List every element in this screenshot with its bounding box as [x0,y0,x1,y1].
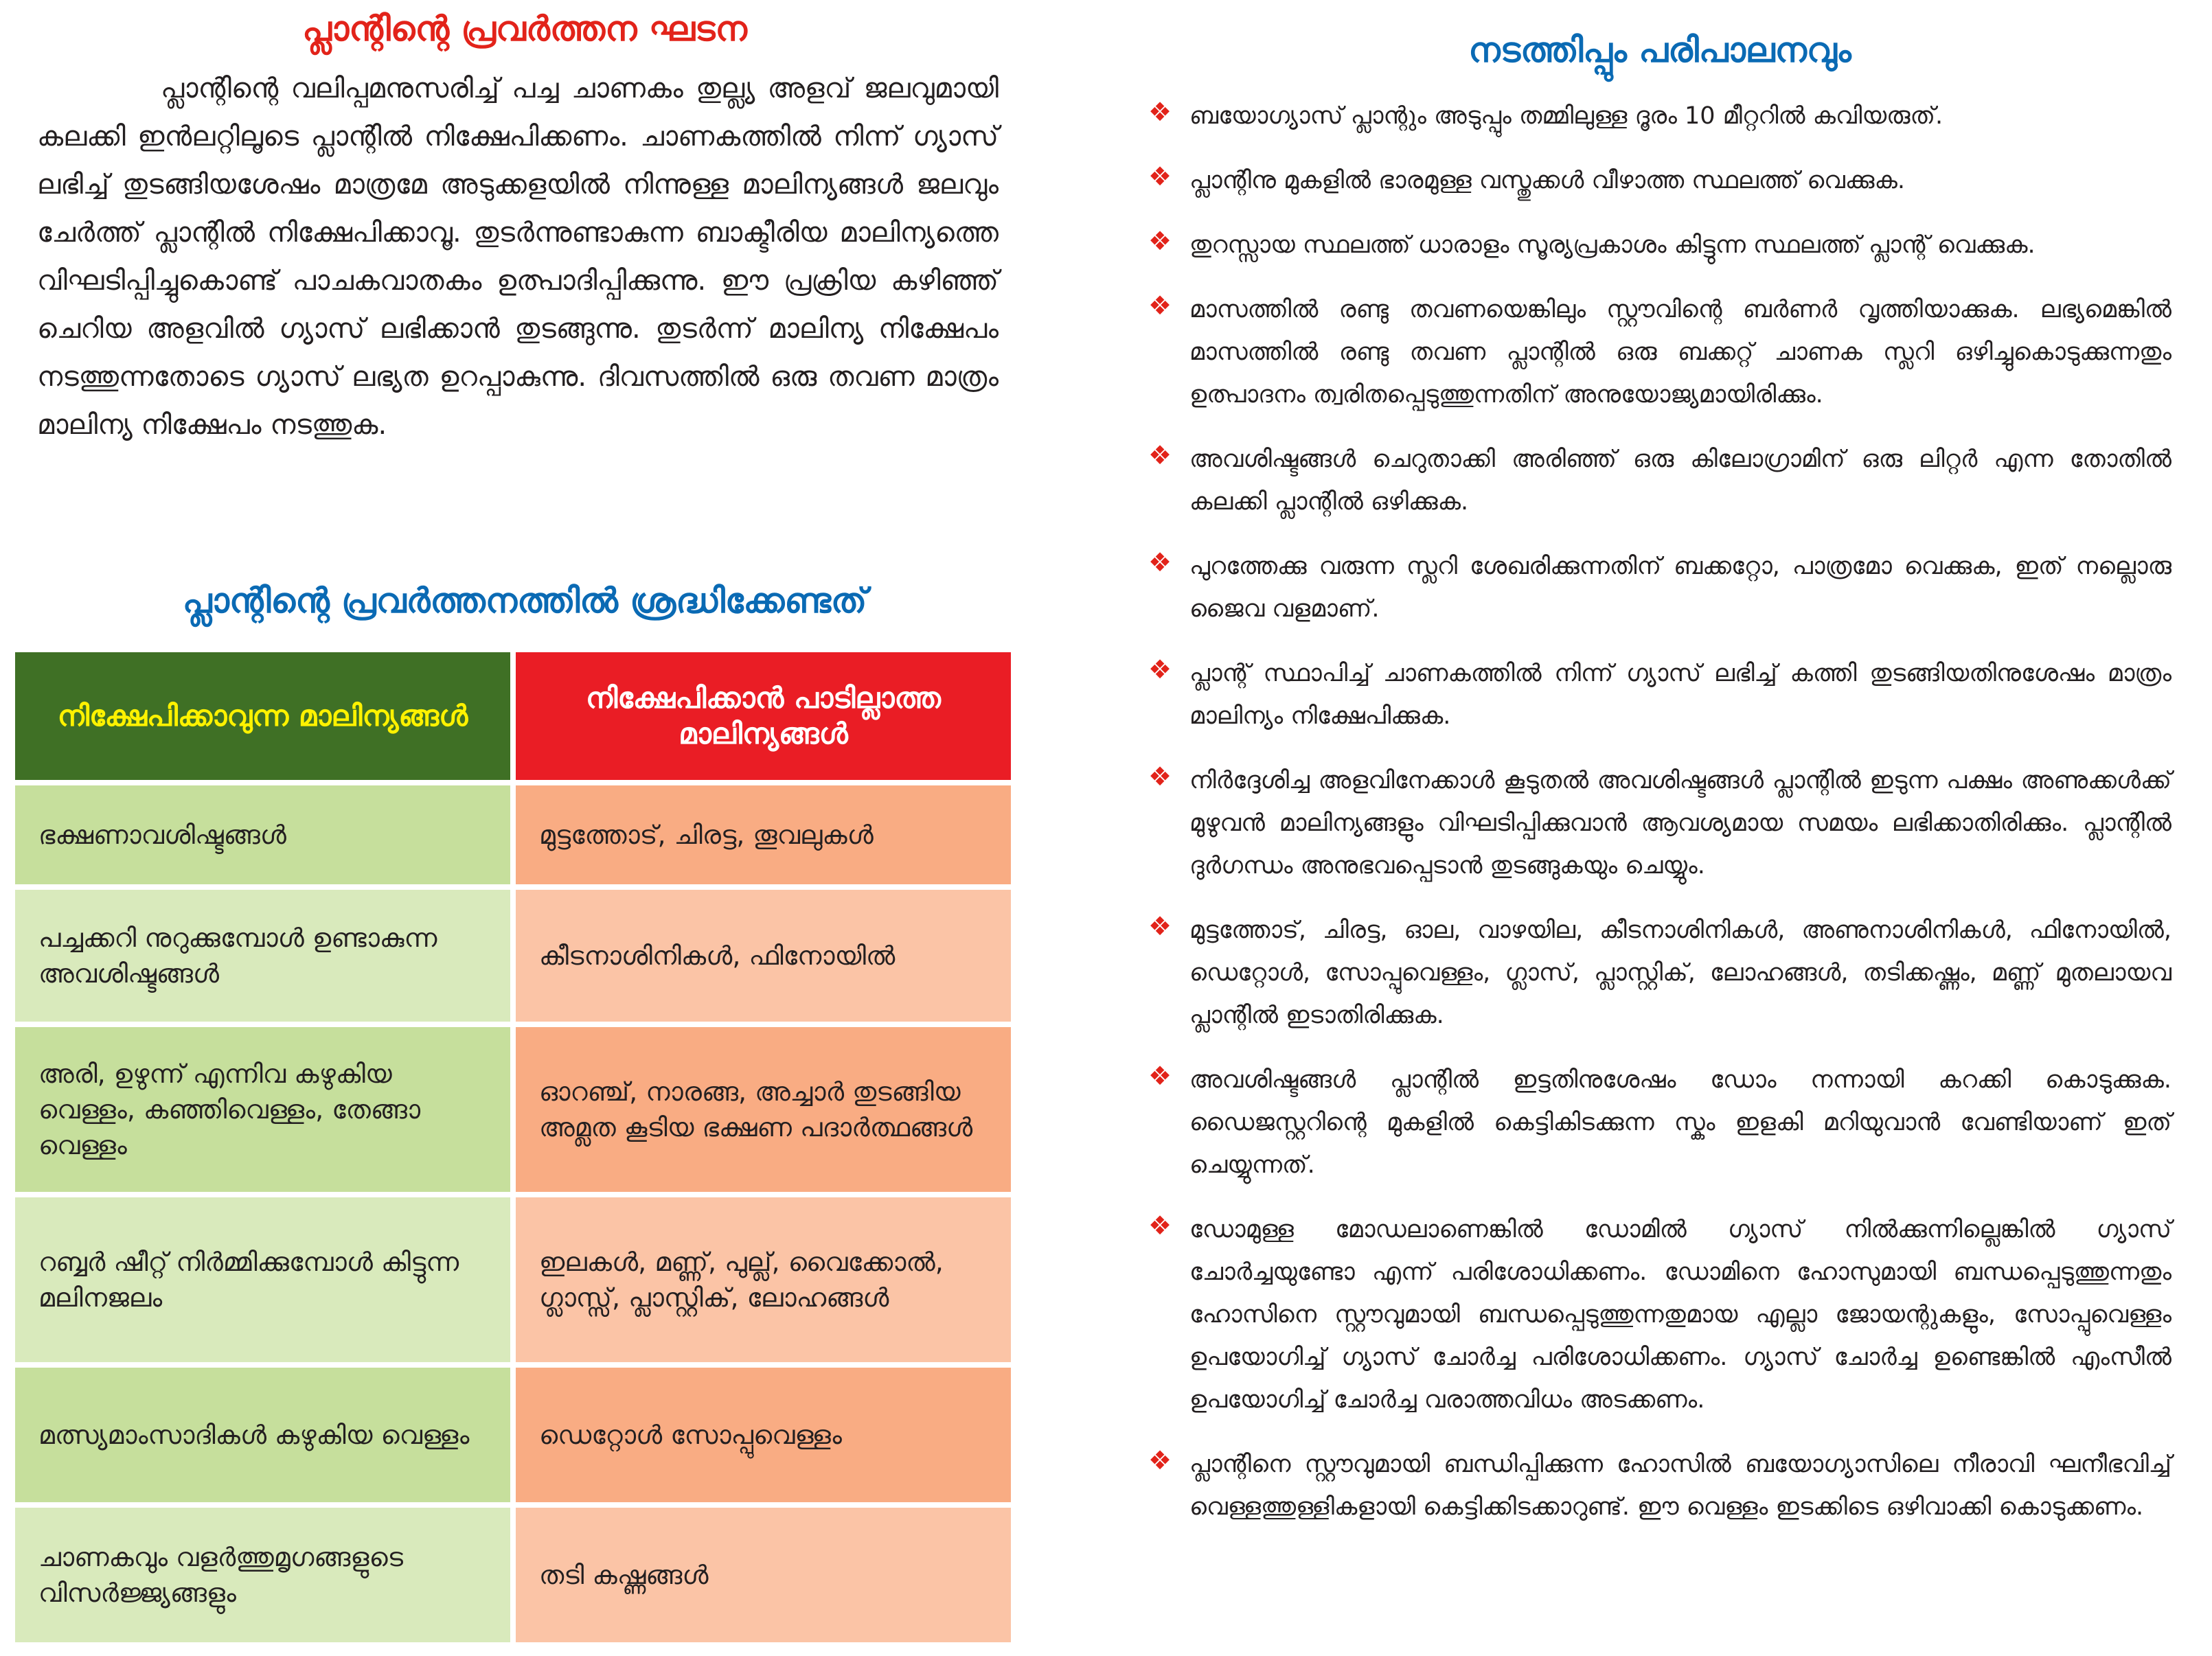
list-item [1148,545,2171,630]
list-item [1148,652,2171,737]
waste-table [15,652,1011,1648]
diamond-bullet-icon: ❖ [1148,547,1172,577]
list-item [1148,438,2171,523]
table-header-row [15,652,1011,780]
not-allowed-cell: ഇലകൾ, മണ്ണ്, പുല്ല്, വൈക്കോൽ, ഗ്ലാസ്സ്, പ്ലാസ്റ്റിക്, ലോഹങ്ങൾ [516,1197,1011,1362]
list-item [1148,159,2171,202]
diamond-bullet-icon: ❖ [1148,1061,1172,1091]
list-item [1148,759,2171,887]
list-item [1148,224,2171,266]
list-item-text: പ്ലാന്റ് സ്ഥാപിച്ച് ചാണകത്തിൽ നിന്ന് ഗ്യാസ് ലഭിച്ച് കത്തി തുടങ്ങിയതിനുശേഷം മാത്രം മാലിന്യം നിക്ഷേപിക്കുക. [1189,660,2171,730]
allowed-cell: ഭക്ഷണാവശിഷ്ടങ്ങൾ [15,785,510,884]
plant-structure-heading: പ്ലാന്റിന്റെ പ്രവർത്തന ഘടന [302,9,747,49]
plant-structure-paragraph: പ്ലാന്റിന്റെ വലിപ്പമനുസരിച്ച് പച്ച ചാണകം തുല്ല്യ അളവ് ജലവുമായി കലക്കി ഇൻലറ്റിലൂടെ പ്ലാന്റിൽ നിക്ഷേപിക്കണം. ചാണകത്തിൽ നിന്ന് ഗ്യാസ് ലഭിച്ച് തുടങ്ങിയശേഷം മാത്രമേ അടുക്കളയിൽ നിന്നുള്ള മാലിന്യങ്ങൾ ജലവും ചേർത്ത് പ്ലാന്റിൽ നിക്ഷേപിക്കാവൂ. തുടർന്നുണ്ടാകുന്ന ബാക്ടീരിയ മാലിന്യത്തെ വിഘടിപ്പിച്ചുകൊണ്ട് പാചകവാതകം ഉത്പാദിപ്പിക്കുന്നു. ഈ പ്രക്രിയ കഴിഞ്ഞ് ചെറിയ അളവിൽ ഗ്യാസ് ലഭിക്കാൻ തുടങ്ങുന്നു. തുടർന്ന് മാലിന്യ നിക്ഷേപം നടത്തുന്നതോടെ ഗ്യാസ് ലഭ്യത ഉറപ്പാകുന്നു. ദിവസത്തിൽ ഒരു തവണ മാത്രം മാലിന്യ നിക്ഷേപം നടത്തുക. [37,73,999,441]
list-item-text: നിർദ്ദേശിച്ച അളവിനേക്കാൾ കൂടുതൽ അവശിഷ്ടങ്ങൾ പ്ലാന്റിൽ ഇടുന്ന പക്ഷം അണുക്കൾക്ക് മുഴുവൻ മാലിന്യങ്ങളും വിഘടിപ്പിക്കുവാൻ ആവശ്യമായ സമയം ലഭിക്കാതിരിക്കും. പ്ലാന്റിൽ ദുർഗന്ധം അനുഭവപ്പെടാൻ തുടങ്ങുകയും ചെയ്യും. [1189,767,2171,879]
list-item [1148,1443,2171,1528]
maintenance-list [1148,95,2171,1550]
diamond-bullet-icon: ❖ [1148,161,1172,192]
diamond-bullet-icon: ❖ [1148,1210,1172,1241]
diamond-bullet-icon: ❖ [1148,440,1172,470]
table-row [15,1197,1011,1362]
list-item-text: അവശിഷ്ടങ്ങൾ പ്ലാന്റിൽ ഇട്ടതിനുശേഷം ഡോം നന്നായി കറക്കി കൊടുക്കുക. ഡൈജസ്റ്ററിന്റെ മുകളിൽ കെട്ടികിടക്കുന്ന സ്കം ഇളകി മറിയുവാൻ വേണ്ടിയാണ് ഇത് ചെയ്യുന്നത്. [1189,1066,2171,1179]
column-header-not-allowed: നിക്ഷേപിക്കാൻ പാടില്ലാത്ത മാലിന്യങ്ങൾ [516,652,1011,780]
list-item-text: മാസത്തിൽ രണ്ടു തവണയെങ്കിലും സ്റ്റൗവിന്റെ ബർണർ വൃത്തിയാക്കുക. ലഭ്യമെങ്കിൽ മാസത്തിൽ രണ്ടു തവണ പ്ലാന്റിൽ ഒരു ബക്കറ്റ് ചാണക സ്ലറി ഒഴിച്ചുകൊടുക്കുന്നതും ഉത്പാദനം ത്വരിതപ്പെടുത്തുന്നതിന് അനുയോജ്യമായിരിക്കും. [1189,296,2171,409]
list-item [1148,909,2171,1037]
list-item [1148,95,2171,137]
diamond-bullet-icon: ❖ [1148,226,1172,256]
list-item-text: പുറത്തേക്കു വരുന്ന സ്ലറി ശേഖരിക്കുന്നതിന് ബക്കറ്റോ, പാത്രമോ വെക്കുക, ഇത് നല്ലൊരു ജൈവ വളമാണ്. [1189,553,2171,623]
list-item-text: തുറസ്സായ സ്ഥലത്ത് ധാരാളം സൂര്യപ്രകാശം കിട്ടുന്ന സ്ഥലത്ത് പ്ലാന്റ് വെക്കുക. [1189,231,2036,259]
table-row [15,1027,1011,1192]
allowed-cell: അരി, ഉഴുന്ന് എന്നിവ കഴുകിയ വെള്ളം, കഞ്ഞിവെള്ളം, തേങ്ങാ വെള്ളം [15,1027,510,1192]
not-allowed-cell: ഡെറ്റോൾ സോപ്പുവെള്ളം [516,1368,1011,1502]
allowed-cell: ചാണകവും വളർത്തുമൃഗങ്ങളുടെ വിസർജ്ജ്യങ്ങളും [15,1508,510,1642]
not-allowed-cell: മുട്ടത്തോട്, ചിരട്ട, തൂവലുകൾ [516,785,1011,884]
maintenance-heading: നടത്തിപ്പും പരിപാലനവും [1468,30,1851,70]
not-allowed-cell: തടി കഷ്ണങ്ങൾ [516,1508,1011,1642]
diamond-bullet-icon: ❖ [1148,761,1172,792]
list-item [1148,1208,2171,1421]
diamond-bullet-icon: ❖ [1148,911,1172,941]
list-item [1148,288,2171,416]
allowed-cell: മത്സ്യമാംസാദികൾ കഴുകിയ വെള്ളം [15,1368,510,1502]
not-allowed-cell: ഓറഞ്ച്, നാരങ്ങ, അച്ചാർ തുടങ്ങിയ അമ്ലത കൂടിയ ഭക്ഷണ പദാർത്ഥങ്ങൾ [516,1027,1011,1192]
diamond-bullet-icon: ❖ [1148,1445,1172,1475]
list-item-text: മുട്ടത്തോട്, ചിരട്ട, ഓല, വാഴയില, കീടനാശിനികൾ, അണുനാശിനികൾ, ഫിനോയിൽ, ഡെറ്റോൾ, സോപ്പുവെള്ളം, ഗ്ലാസ്, പ്ലാസ്റ്റിക്, ലോഹങ്ങൾ, തടിക്കഷ്ണം, മണ്ണ് മുതലായവ പ്ലാന്റിൽ ഇടാതിരിക്കുക. [1189,917,2171,1029]
table-row [15,1508,1011,1642]
table-row [15,785,1011,884]
column-header-allowed: നിക്ഷേപിക്കാവുന്ന മാലിന്യങ്ങൾ [15,652,510,780]
list-item [1148,1059,2171,1186]
allowed-cell: പച്ചക്കറി നുറുക്കുമ്പോൾ ഉണ്ടാകുന്ന അവശിഷ്ടങ്ങൾ [15,890,510,1022]
diamond-bullet-icon: ❖ [1148,654,1172,685]
list-item-text: ബയോഗ്യാസ് പ്ലാന്റും അടുപ്പും തമ്മിലുള്ള ദൂരം 10 മീറ്ററിൽ കവിയരുത്. [1189,102,1943,130]
allowed-cell: റബ്ബർ ഷീറ്റ് നിർമ്മിക്കുമ്പോൾ കിട്ടുന്ന മലിനജലം [15,1197,510,1362]
diamond-bullet-icon: ❖ [1148,290,1172,321]
list-item-text: ഡോമുള്ള മോഡലാണെങ്കിൽ ഡോമിൽ ഗ്യാസ് നിൽക്കുന്നില്ലെങ്കിൽ ഗ്യാസ് ചോർച്ചയുണ്ടോ എന്ന് പരിശോധിക്കണം. ഡോമിനെ ഹോസുമായി ബന്ധപ്പെടുത്തുന്നതും ഹോസിനെ സ്റ്റൗവുമായി ബന്ധപ്പെടുത്തുന്നതുമായ എല്ലാ ജോയന്റുകളും, സോപ്പുവെള്ളം ഉപയോഗിച്ച് ഗ്യാസ് ചോർച്ച പരിശോധിക്കണം. ഗ്യാസ് ചോർച്ച ഉണ്ടെങ്കിൽ എംസീൽ ഉപയോഗിച്ച് ചോർച്ച വരാത്തവിധം അടക്കണം. [1189,1216,2171,1414]
not-allowed-cell: കീടനാശിനികൾ, ഫിനോയിൽ [516,890,1011,1022]
table-row [15,1368,1011,1502]
list-item-text: അവശിഷ്ടങ്ങൾ ചെറുതാക്കി അരിഞ്ഞ് ഒരു കിലോഗ്രാമിന് ഒരു ലിറ്റർ എന്ന തോതിൽ കലക്കി പ്ലാന്റിൽ ഒഴിക്കുക. [1189,446,2171,516]
table-heading: പ്ലാന്റിന്റെ പ്രവർത്തനത്തിൽ ശ്രദ്ധിക്കേണ്ടത് [182,581,867,621]
list-item-text: പ്ലാന്റിനു മുകളിൽ ഭാരമുള്ള വസ്തുക്കൾ വീഴാത്ത സ്ഥലത്ത് വെക്കുക. [1189,167,1906,194]
diamond-bullet-icon: ❖ [1148,97,1172,127]
table-row [15,890,1011,1022]
list-item-text: പ്ലാന്റിനെ സ്റ്റൗവുമായി ബന്ധിപ്പിക്കുന്ന ഹോസിൽ ബയോഗ്യാസിലെ നീരാവി ഘനീഭവിച്ച് വെള്ളത്തുള്ളികളായി കെട്ടിക്കിടക്കാറുണ്ട്. ഈ വെള്ളം ഇടക്കിടെ ഒഴിവാക്കി കൊടുക്കണം. [1189,1451,2171,1521]
